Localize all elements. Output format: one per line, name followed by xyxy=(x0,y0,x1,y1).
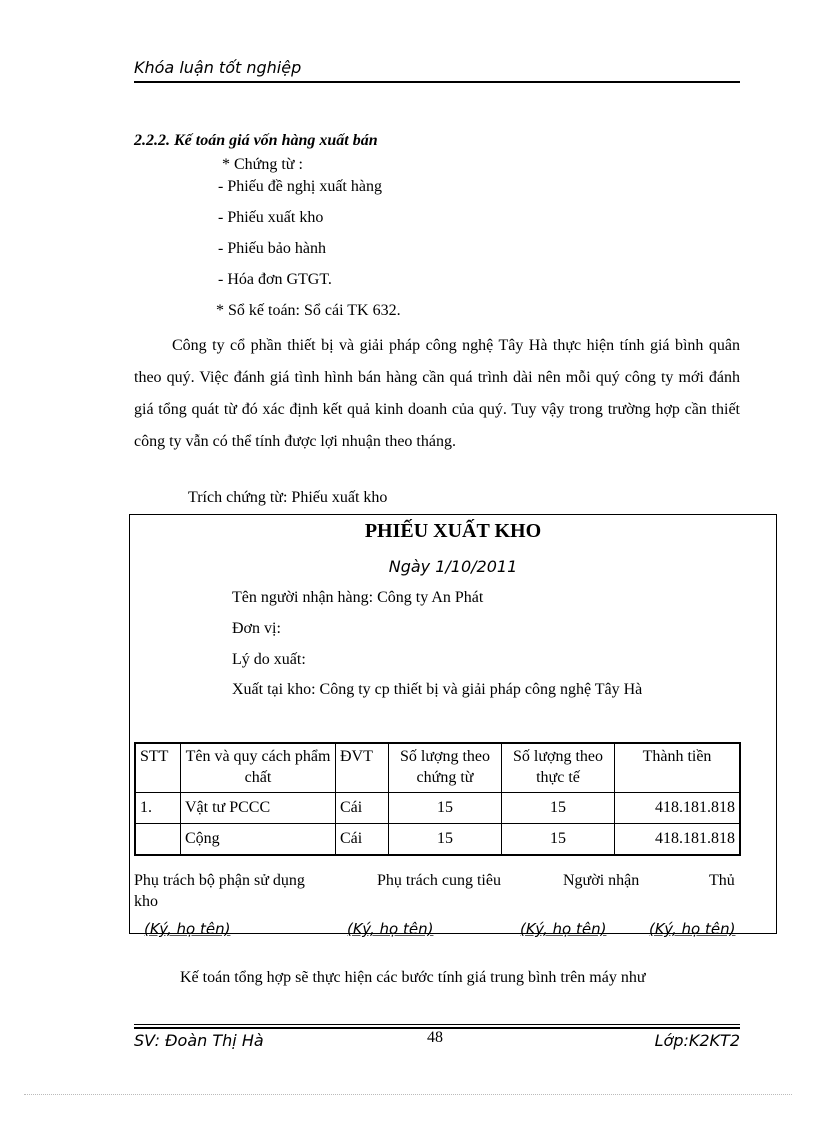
slip-date: Ngày 1/10/2011 xyxy=(388,557,518,576)
ledger-line: * Sổ kế toán: Sổ cái TK 632. xyxy=(216,302,401,319)
slip-title: PHIẾU XUẤT KHO xyxy=(364,520,542,542)
page-edge xyxy=(24,1094,792,1095)
cell-qty-actual: 15 xyxy=(502,793,615,824)
cell-name: Cộng xyxy=(181,824,336,856)
col-qty-doc: Số lượng theo chứng từ xyxy=(389,743,502,793)
cell-name: Vật tư PCCC xyxy=(181,793,336,824)
col-unit: ĐVT xyxy=(336,743,389,793)
cell-qty-actual: 15 xyxy=(502,824,615,856)
sign-receiver: Người nhận xyxy=(563,872,640,889)
cell-stt: 1. xyxy=(135,793,181,824)
header-rule xyxy=(134,81,740,83)
slip-warehouse: Xuất tại kho: Công ty cp thiết bị và giải pháp công nghệ Tây Hà xyxy=(232,681,643,698)
cell-amount: 418.181.818 xyxy=(615,824,741,856)
table-row xyxy=(135,793,740,824)
cell-unit: Cái xyxy=(336,793,389,824)
cell-amount: 418.181.818 xyxy=(615,793,741,824)
cell-unit: Cái xyxy=(336,824,389,856)
excerpt-label: Trích chứng từ: Phiếu xuất kho xyxy=(188,489,388,506)
col-name: Tên và quy cách phẩm chất xyxy=(181,743,336,793)
cell-stt xyxy=(135,824,181,856)
page-number: 48 xyxy=(427,1029,443,1046)
cell-qty-doc: 15 xyxy=(389,824,502,856)
footer-student: SV: Đoàn Thị Hà xyxy=(134,1031,264,1050)
doc-item: - Hóa đơn GTGT. xyxy=(218,271,332,288)
slip-table xyxy=(134,742,741,856)
doc-item: - Phiếu xuất kho xyxy=(218,209,324,226)
table-total-row xyxy=(135,824,740,856)
sign-keeper-b: kho xyxy=(134,893,158,910)
closing-paragraph xyxy=(134,962,740,994)
slip-box xyxy=(129,514,777,934)
sign-note: (Ký, họ tên) xyxy=(347,920,434,938)
sign-note: (Ký, họ tên) xyxy=(649,920,736,938)
col-amount: Thành tiền xyxy=(615,743,741,793)
footer-rule xyxy=(134,1024,740,1025)
paragraph-text: Công ty cổ phần thiết bị và giải pháp công nghệ Tây Hà thực hiện tính giá bình quân theo quý. Việc đánh giá tình hình bán hàng cần quá trình dài nên mỗi quý công ty mới đánh giá tổng quát từ đó xác định kết quả kinh doanh của quý. Tuy vậy trong trường hợp cần thiết công ty vẫn có thể tính được lợi nhuận theo tháng. xyxy=(134,337,740,450)
docs-heading: * Chứng từ : xyxy=(222,156,303,173)
closing-text: Kế toán tổng hợp sẽ thực hiện các bước tính giá trung bình trên máy như xyxy=(180,969,646,986)
col-qty-actual: Số lượng theo thực tế xyxy=(502,743,615,793)
doc-item: - Phiếu bảo hành xyxy=(218,240,326,257)
cell-qty-doc: 15 xyxy=(389,793,502,824)
footer-class: Lớp:K2KT2 xyxy=(654,1031,740,1050)
sign-supply: Phụ trách cung tiêu xyxy=(377,872,501,889)
col-stt: STT xyxy=(135,743,181,793)
slip-recipient: Tên người nhận hàng: Công ty An Phát xyxy=(232,589,484,606)
sign-note: (Ký, họ tên) xyxy=(144,920,231,938)
doc-item: - Phiếu đề nghị xuất hàng xyxy=(218,178,382,195)
running-header: Khóa luận tốt nghiệp xyxy=(134,58,302,77)
sign-user-dept: Phụ trách bộ phận sử dụng xyxy=(134,872,305,889)
body-paragraph xyxy=(134,330,740,458)
sign-keeper-a: Thủ xyxy=(709,872,735,889)
table-header-row xyxy=(135,743,740,793)
slip-unit: Đơn vị: xyxy=(232,620,281,637)
sign-note: (Ký, họ tên) xyxy=(520,920,607,938)
section-title: 2.2.2. Kế toán giá vốn hàng xuất bán xyxy=(134,132,378,149)
slip-reason: Lý do xuất: xyxy=(232,651,306,668)
